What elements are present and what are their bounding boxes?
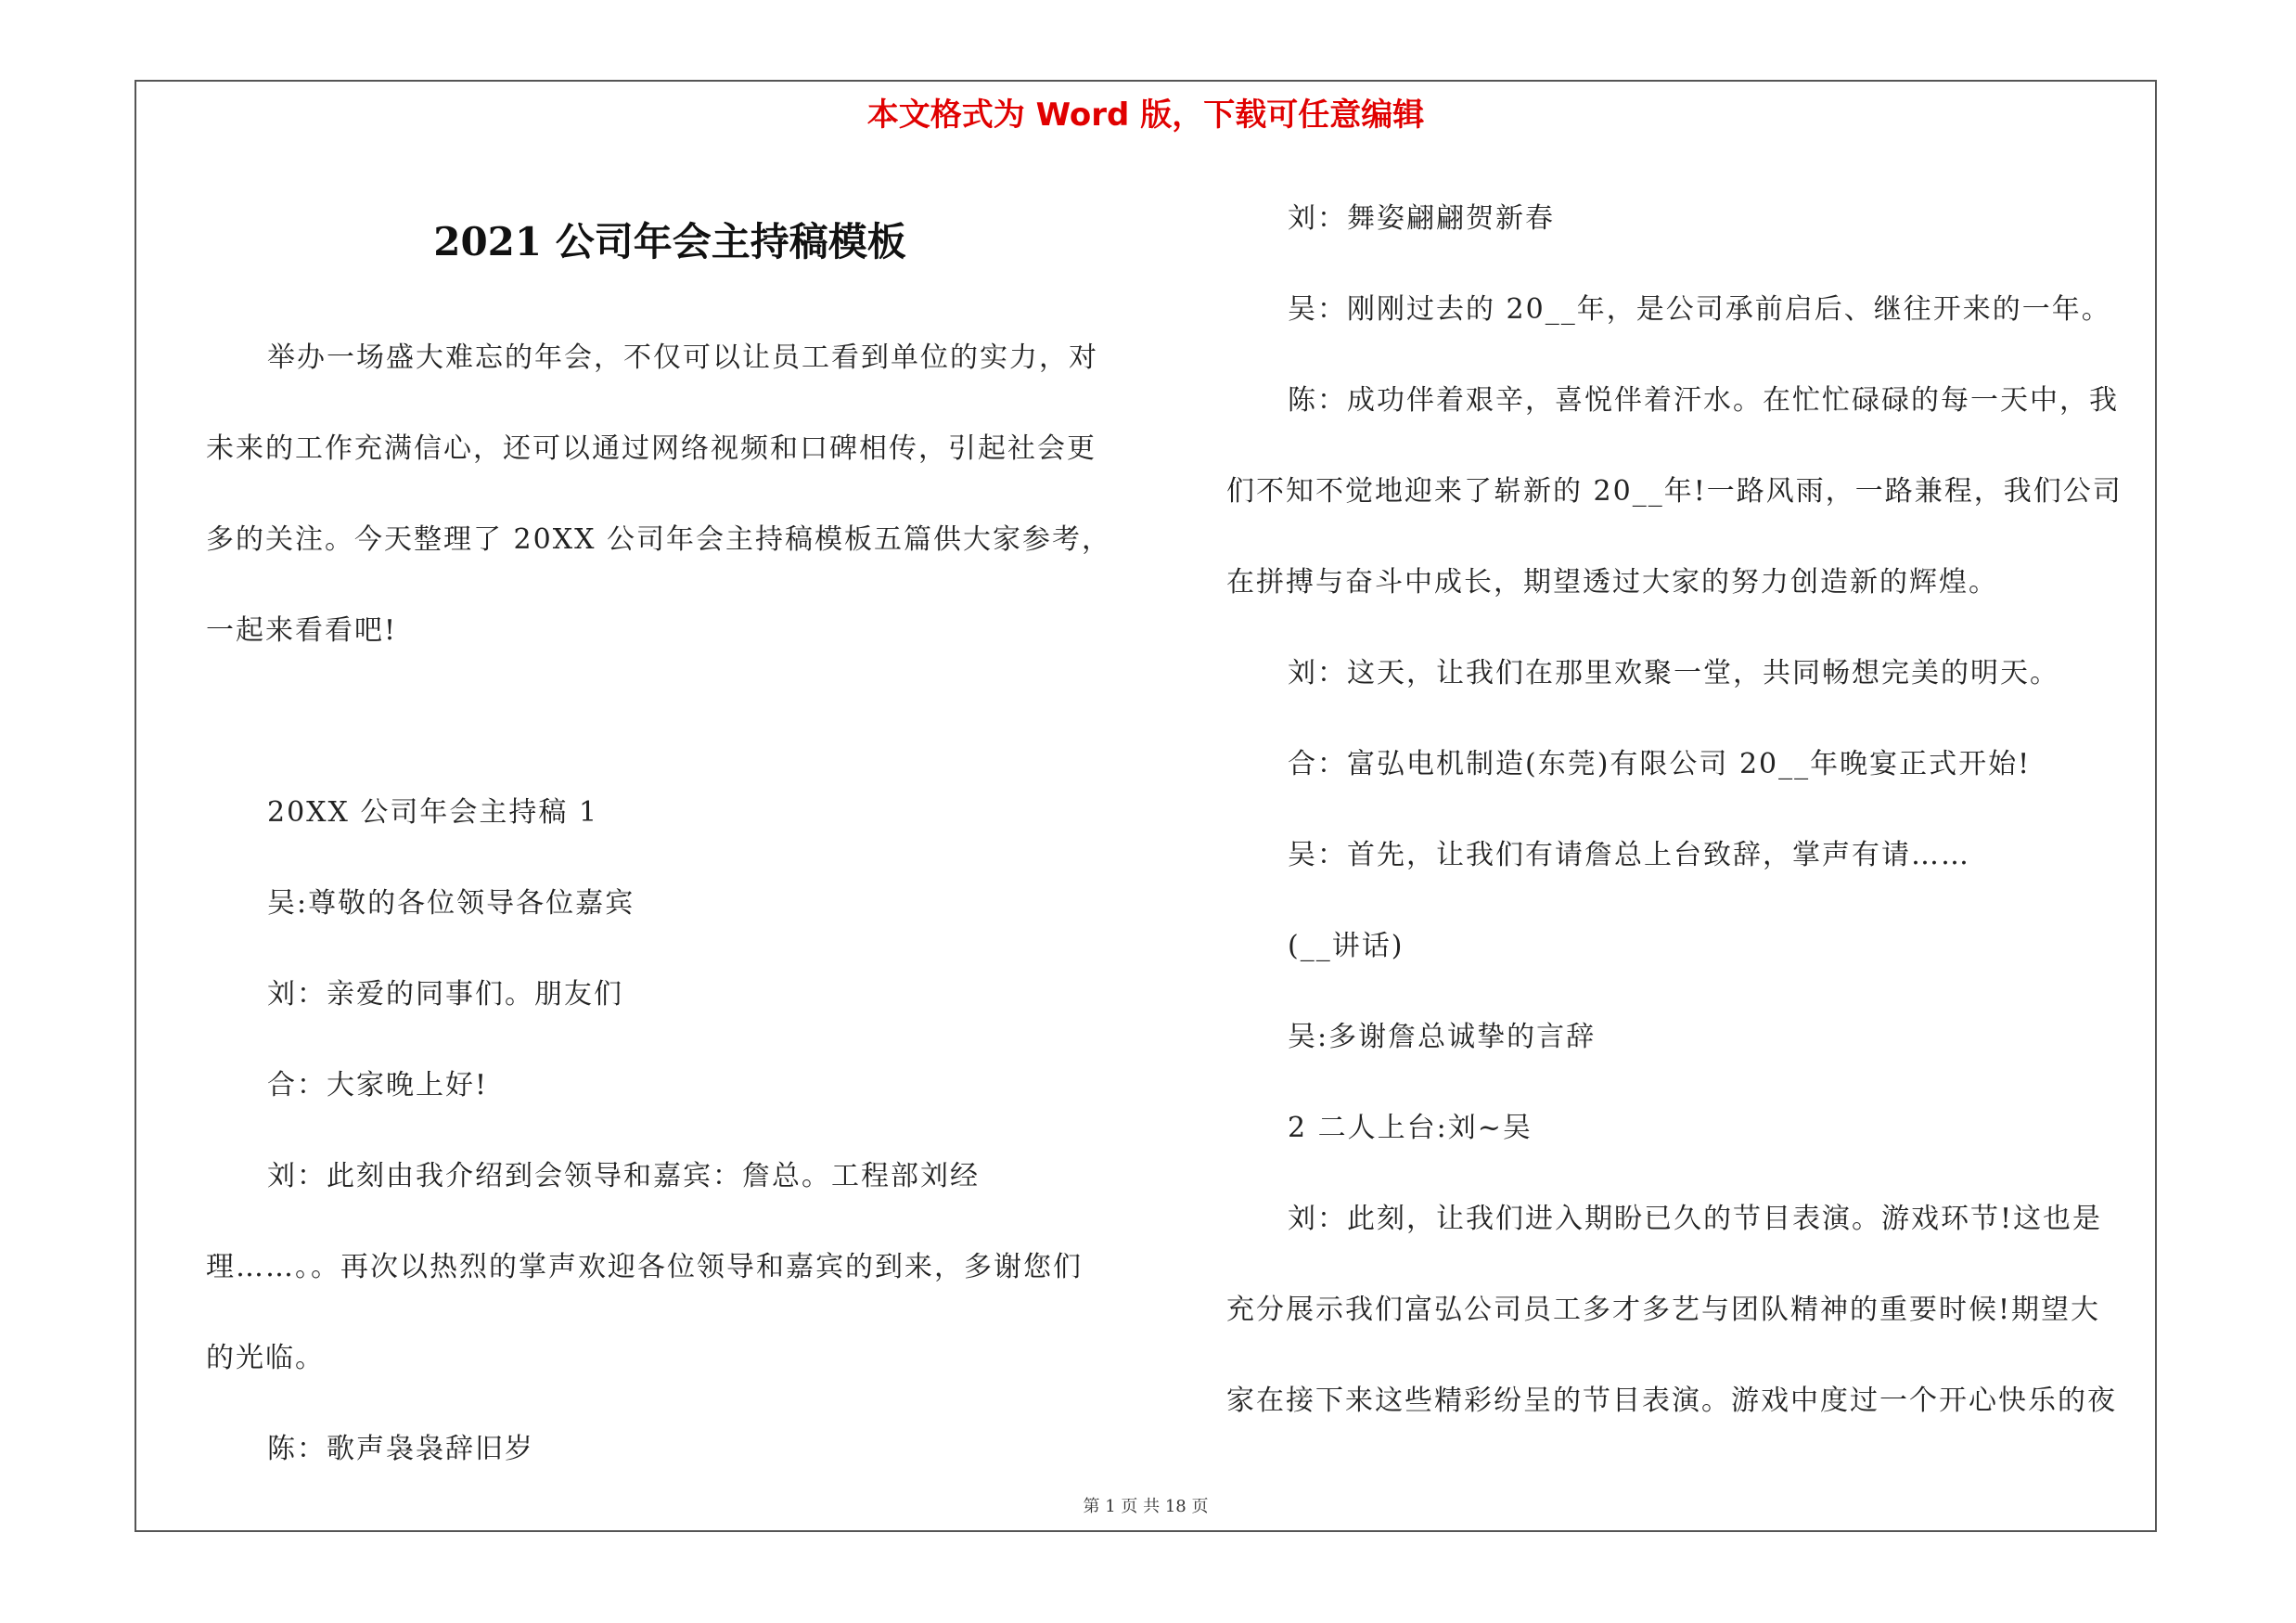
paragraph-line: 吴：首先，让我们有请詹总上台致辞，掌声有请…… [1288,839,1970,871]
paragraph-line: 刘：这天，让我们在那里欢聚一堂，共同畅想完美的明天。 [1288,657,2059,689]
paragraph-line: 刘：舞姿翩翩贺新春 [1288,202,1555,235]
document-title: 2021 公司年会主持稿模板 [433,219,906,264]
format-banner: 本文格式为 Word 版，下载可任意编辑 [866,97,1425,134]
paragraph-line: 合：大家晚上好! [267,1069,489,1101]
paragraph-line: 陈：成功伴着艰辛，喜悦伴着汗水。在忙忙碌碌的每一天中，我 [1288,384,2119,417]
paragraph-line: 充分展示我们富弘公司员工多才多艺与团队精神的重要时候!期望大 [1226,1294,2101,1326]
paragraph-line: 们不知不觉地迎来了崭新的 20__年!一路风雨，一路兼程，我们公司 [1226,475,2123,508]
paragraph-line: 吴:多谢詹总诚挚的言辞 [1288,1021,1597,1053]
paragraph-line: 举办一场盛大难忘的年会，不仅可以让员工看到单位的实力，对 [267,341,1098,374]
paragraph-line: 刘：此刻，让我们进入期盼已久的节目表演。游戏环节!这也是 [1288,1203,2103,1235]
page-frame [135,80,2157,1532]
paragraph-line: 的光临。 [206,1342,325,1374]
paragraph-line: 理……。。再次以热烈的掌声欢迎各位领导和嘉宾的到来，多谢您们 [206,1251,1083,1283]
paragraph-line: (__讲话) [1288,930,1405,962]
paragraph-line: 家在接下来这些精彩纷呈的节目表演。游戏中度过一个开心快乐的夜 [1226,1385,2117,1417]
paragraph-line: 吴:尊敬的各位领导各位嘉宾 [267,887,635,920]
paragraph-line: 未来的工作充满信心，还可以通过网络视频和口碑相传，引起社会更 [206,432,1097,465]
paragraph-line: 合：富弘电机制造(东莞)有限公司 20__年晚宴正式开始! [1288,748,2032,780]
paragraph-line: 2 二人上台:刘~吴 [1288,1112,1533,1144]
page-number: 第 1 页 共 18 页 [1083,1497,1209,1516]
paragraph-line: 刘：此刻由我介绍到会领导和嘉宾：詹总。工程部刘经 [267,1160,980,1192]
paragraph-line: 在拼搏与奋斗中成长，期望透过大家的努力创造新的辉煌。 [1226,566,1998,599]
section-heading: 20XX 公司年会主持稿 1 [267,796,599,829]
paragraph-line: 刘：亲爱的同事们。朋友们 [267,978,623,1011]
paragraph-line: 一起来看看吧! [206,614,398,647]
paragraph-line: 吴：刚刚过去的 20__年，是公司承前启后、继往开来的一年。 [1288,293,2111,326]
paragraph-line: 多的关注。今天整理了 20XX 公司年会主持稿模板五篇供大家参考， [206,523,1111,556]
paragraph-line: 陈：歌声袅袅辞旧岁 [267,1433,534,1465]
